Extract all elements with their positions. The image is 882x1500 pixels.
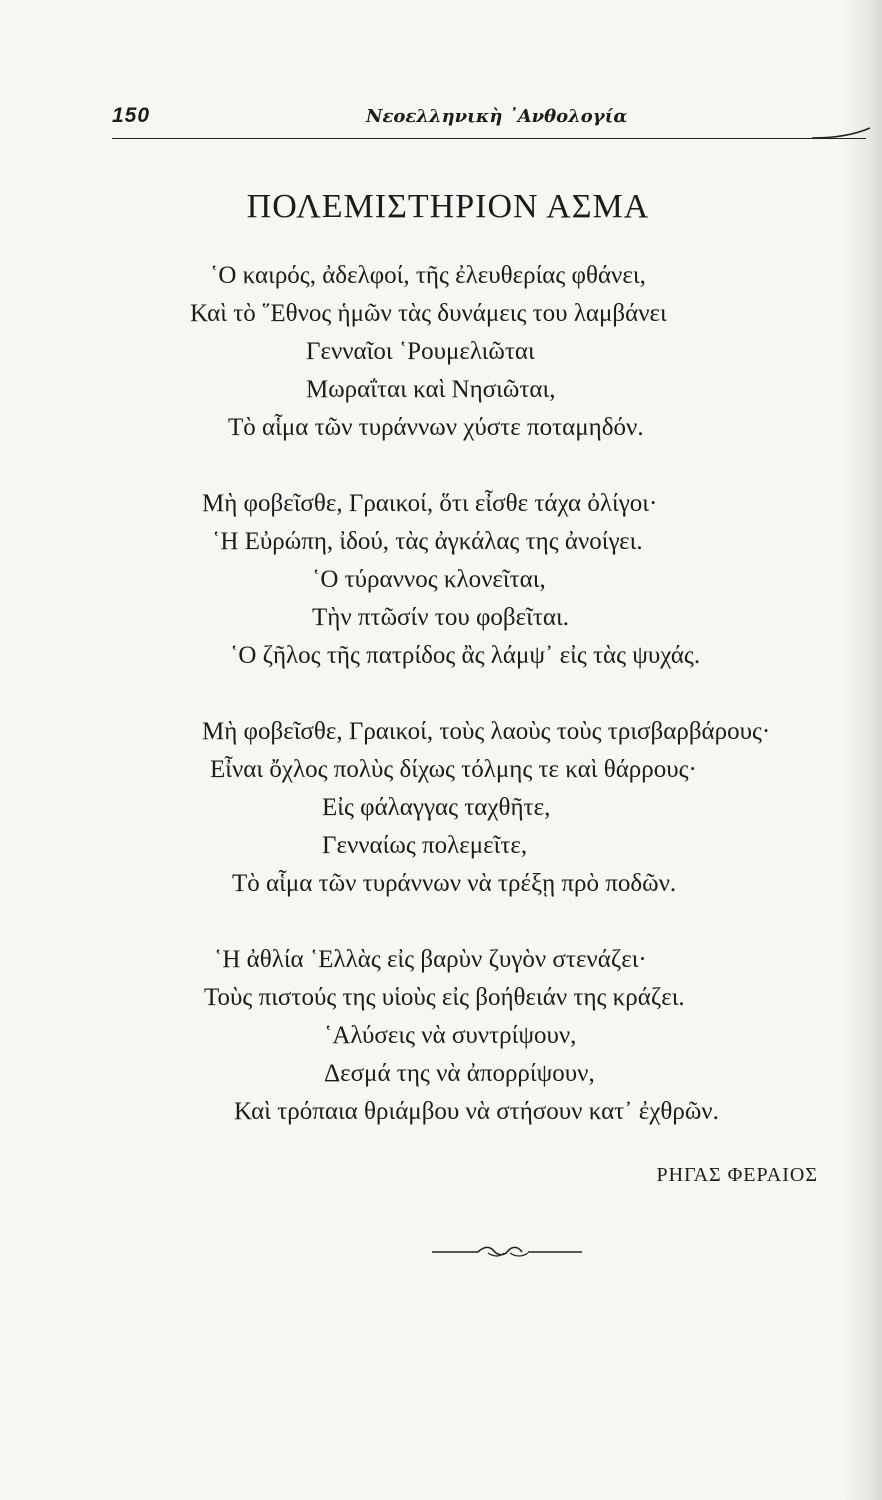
poem-line: ῾Η ἀθλία ῾Ελλὰς εἰς βαρὺν ζυγὸν στενάζει· xyxy=(214,946,647,973)
poem-line: ῾Ο καιρός, ἀδελφοί, τῆς ἐλευθερίας φθάνει, xyxy=(210,262,646,289)
poem-line: Γενναίως πολεμεῖτε, xyxy=(322,832,528,859)
poem-line: Δεσμά της νὰ ἀπορρίψουν, xyxy=(324,1060,595,1087)
poem-line: ῾Ο τύραννος κλονεῖται, xyxy=(312,566,546,593)
poem-author: ΡΗΓΑΣ ΦΕΡΑΙΟΣ xyxy=(656,1164,818,1186)
poem-line: Τοὺς πιστούς της υἱοὺς εἰς βοήθειάν της κράζει. xyxy=(204,984,685,1011)
header-rule-flourish xyxy=(812,126,872,140)
poem-line: Μὴ φοβεῖσθε, Γραικοί, τοὺς λαοὺς τοὺς τρισβαρβάρους· xyxy=(202,718,771,745)
poem-line: Μὴ φοβεῖσθε, Γραικοί, ὅτι εἶσθε τάχα ὀλίγοι· xyxy=(202,490,658,517)
poem-line: Γενναῖοι ῾Ρουμελιῶται xyxy=(306,338,535,365)
poem-title: ΠΟΛΕΜΙΣΤΗΡΙΟΝ ΑΣΜΑ xyxy=(246,188,650,225)
poem-line: ῾Ο ζῆλος τῆς πατρίδος ἂς λάμψ᾿ εἰς τὰς ψυχάς. xyxy=(230,642,701,669)
poem-line: Τὸ αἷμα τῶν τυράννων νὰ τρέξῃ πρὸ ποδῶν. xyxy=(232,870,677,897)
page-header xyxy=(112,104,872,136)
header-rule xyxy=(112,138,866,139)
running-title: Νεοελληνικὴ ᾿Ανθολογία xyxy=(366,106,628,127)
poem-line: Τὴν πτῶσίν του φοβεῖται. xyxy=(312,604,569,631)
page-number: 150 xyxy=(112,104,151,127)
poem-line: Καὶ τὸ ῞Εθνος ἡμῶν τὰς δυνάμεις του λαμβάνει xyxy=(190,300,667,327)
poem-line: Εἰς φάλαγγας ταχθῆτε, xyxy=(322,794,551,821)
poem-line: ῾Αλύσεις νὰ συντρίψουν, xyxy=(324,1022,577,1049)
poem-line: Καὶ τρόπαια θριάμβου νὰ στήσουν κατ᾿ ἐχθρῶν. xyxy=(234,1098,719,1125)
poem-line: ῾Η Εὐρώπη, ἰδού, τὰς ἀγκάλας της ἀνοίγει. xyxy=(212,528,643,555)
poem-line: Μωραΐται καὶ Νησιῶται, xyxy=(306,376,556,403)
poem-line: Εἶναι ὄχλος πολὺς δίχως τόλμης τε καὶ θάρρους· xyxy=(210,756,697,783)
end-ornament xyxy=(432,1242,582,1260)
poem-line: Τὸ αἷμα τῶν τυράννων χύστε ποταμηδόν. xyxy=(228,414,644,441)
